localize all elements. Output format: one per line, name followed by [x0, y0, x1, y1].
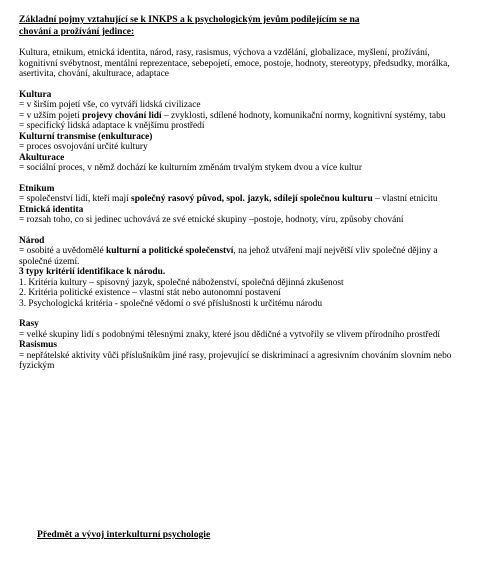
heading-etnicka-identita: Etnická identita	[19, 204, 84, 215]
terms-paragraph: Kultura, etnikum, etnická identita, národ, rasy, rasismus, výchova a vzdělání, globalizace, myšlení, prožívání, kognitivní svébytnost, mentální reprezentace, sebepojetí, emoce, postoje, hodnoty, stereotypy, předsudky, morálka, asertivita, chování, akulturace, adaptace	[19, 48, 450, 79]
kultura-line-1: = v širším pojetí vše, co vytváří lidská civilizace	[19, 100, 201, 110]
kultura-line-2	[19, 111, 461, 122]
text-span: – zvyklosti, sdílené hodnoty, komunikační normy, kognitivní systémy, tabu	[161, 110, 446, 121]
kriterium-1: 1. Kritéria kultury – spisovný jazyk, společné náboženství, společná dějinná zkušenost	[19, 277, 344, 288]
rasismus-line-1: = nepřátelské aktivity vůči příslušníkům jiné rasy, projevující se diskriminací a agresivním chováním slovním nebo fyzickým	[19, 350, 452, 371]
heading-kultura: Kultura	[19, 89, 52, 100]
heading-rasy: Rasy	[19, 319, 39, 329]
kultura-line-3: = specifický lidská adaptace k vnějšímu prostředí	[19, 121, 205, 131]
title-line-2: chování a prožívání jedince:	[19, 26, 135, 37]
text-span: , na jehož utváření mají největší vliv společné dějiny a společné území.	[19, 246, 438, 267]
text-span: = společenství lidí, kteří mají	[19, 194, 132, 204]
text-span: – vlastní etnicitu	[372, 194, 438, 204]
bold-span: projevy chování lidí	[82, 110, 162, 121]
heading-transmise: Kulturní transmise (enkulturace)	[19, 131, 153, 142]
bold-span: kulturní a politické společenství	[106, 246, 234, 256]
text-span: = v užším pojetí	[19, 110, 83, 121]
heading-akulturace: Akulturace	[19, 152, 65, 163]
heading-rasismus: Rasismus	[19, 340, 58, 350]
heading-etnikum: Etnikum	[19, 183, 55, 194]
heading-narod: Národ	[19, 235, 45, 246]
narod-line-1	[19, 246, 461, 267]
document-title	[19, 14, 461, 38]
rasy-line-1: = velké skupiny lidí s podobnými tělesnými znaky, které jsou dědičné a vytvořily se vlivem přírodního prostředí	[19, 329, 441, 340]
kriterium-3: 3. Psychologická kritéria - společné vědomí o své příslušnosti k určitému národu	[19, 298, 323, 309]
akulturace-line-1: = sociální proces, v němž dochází ke kulturním změnám trvalým stykem dvou a více kultur	[19, 163, 362, 173]
text-span: = osobité a uvědomělé	[19, 246, 107, 256]
kriterium-2: 2. Kritéria politické existence – vlastní stát nebo autonomní postavení	[19, 288, 281, 298]
transmise-line-1: = proces osvojování určité kultury	[19, 142, 148, 152]
section-heading-predmet: Předmět a vývoj interkulturní psychologie	[37, 529, 211, 540]
etnikum-line-1	[19, 194, 461, 205]
bold-span: společný rasový původ, spol. jazyk, sdílejí společnou kulturu	[131, 194, 373, 204]
heading-kriteria: 3 typy kritérií identifikace k národu.	[19, 267, 166, 277]
etnicka-line-1: = rozsah toho, co si jedinec uchovává ze své etnické skupiny –postoje, hodnoty, víru, způsoby chování	[19, 215, 404, 225]
title-line-1: Základní pojmy vztahující se k INKPS a k psychologickým jevům podílejícím se na	[19, 14, 360, 25]
